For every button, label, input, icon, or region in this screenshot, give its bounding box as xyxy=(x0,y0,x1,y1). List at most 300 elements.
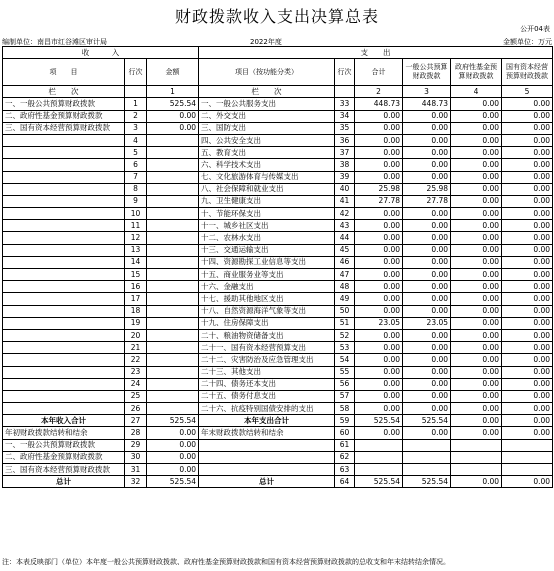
income-rowno-cell: 2 xyxy=(125,110,147,122)
income-amount-cell xyxy=(147,269,199,281)
income-rowno-cell: 26 xyxy=(125,403,147,415)
income-item-cell xyxy=(3,317,125,329)
expense-rowno-cell: 57 xyxy=(335,390,355,402)
income-rowno-cell: 8 xyxy=(125,183,147,195)
income-item-cell: 二、政府性基金预算财政拨款 xyxy=(3,451,125,463)
expense-fund-cell: 0.00 xyxy=(451,134,502,146)
income-item-cell xyxy=(3,134,125,146)
expense-rowno-cell: 42 xyxy=(335,208,355,220)
expense-total-cell: 0.00 xyxy=(355,220,403,232)
income-rowno-cell: 27 xyxy=(125,415,147,427)
expense-state-cell: 0.00 xyxy=(502,159,553,171)
income-item-cell xyxy=(3,195,125,207)
table-row xyxy=(3,281,553,293)
income-amount-cell xyxy=(147,195,199,207)
expense-general-cell: 525.54 xyxy=(403,415,451,427)
expense-state-cell: 0.00 xyxy=(502,342,553,354)
expense-state-cell: 0.00 xyxy=(502,147,553,159)
income-item-cell xyxy=(3,256,125,268)
income-rowno-cell: 15 xyxy=(125,269,147,281)
table-row xyxy=(3,354,553,366)
income-item-cell: 年初财政拨款结转和结余 xyxy=(3,427,125,439)
income-rowno-cell: 31 xyxy=(125,464,147,476)
income-item-cell xyxy=(3,342,125,354)
income-amount-cell xyxy=(147,329,199,341)
expense-state-cell: 0.00 xyxy=(502,220,553,232)
expense-item-cell: 二十五、债务付息支出 xyxy=(199,390,335,402)
header-row-group xyxy=(3,47,553,59)
expense-general-cell: 0.00 xyxy=(403,110,451,122)
expense-rowno-cell: 33 xyxy=(335,98,355,110)
income-amount-cell xyxy=(147,147,199,159)
expense-rowno-cell: 60 xyxy=(335,427,355,439)
expense-rowno-cell: 49 xyxy=(335,293,355,305)
income-amount-cell xyxy=(147,378,199,390)
unit-label: 编制单位：南昌市红谷滩区审计局 xyxy=(2,38,107,46)
income-amount-cell: 0.00 xyxy=(147,464,199,476)
expense-state-cell: 0.00 xyxy=(502,256,553,268)
expense-rowno-cell: 40 xyxy=(335,183,355,195)
expense-rowno-cell: 43 xyxy=(335,220,355,232)
table-row xyxy=(3,147,553,159)
income-item-cell: 二、政府性基金预算财政拨款 xyxy=(3,110,125,122)
expense-fund-cell: 0.00 xyxy=(451,244,502,256)
table-row xyxy=(3,220,553,232)
expense-total-cell: 0.00 xyxy=(355,208,403,220)
expense-state-cell: 0.00 xyxy=(502,232,553,244)
table-row xyxy=(3,403,553,415)
income-rowno-cell: 24 xyxy=(125,378,147,390)
income-amount-cell xyxy=(147,366,199,378)
expense-rowno-cell: 56 xyxy=(335,378,355,390)
income-amount-cell: 525.54 xyxy=(147,98,199,110)
income-amount-cell: 0.00 xyxy=(147,427,199,439)
table-row xyxy=(3,427,553,439)
table-row xyxy=(3,171,553,183)
expense-state-cell xyxy=(502,451,553,463)
income-rowno-cell: 3 xyxy=(125,122,147,134)
money-unit: 金额单位：万元 xyxy=(503,38,552,46)
income-rowno-cell: 12 xyxy=(125,232,147,244)
expense-total-cell: 0.00 xyxy=(355,403,403,415)
expense-state-cell: 0.00 xyxy=(502,195,553,207)
income-item-cell xyxy=(3,159,125,171)
expense-fund-cell: 0.00 xyxy=(451,354,502,366)
income-rowno-cell: 30 xyxy=(125,451,147,463)
expense-item-cell: 九、卫生健康支出 xyxy=(199,195,335,207)
expense-state-cell xyxy=(502,464,553,476)
expense-general-cell: 0.00 xyxy=(403,403,451,415)
expense-total-cell: 0.00 xyxy=(355,171,403,183)
expense-fund-cell: 0.00 xyxy=(451,415,502,427)
expense-rowno-header: 行次 xyxy=(335,59,355,86)
expense-state-cell: 0.00 xyxy=(502,171,553,183)
expense-total-cell: 0.00 xyxy=(355,244,403,256)
expense-fund-cell: 0.00 xyxy=(451,159,502,171)
expense-rowno-cell: 47 xyxy=(335,269,355,281)
table-row xyxy=(3,439,553,451)
expense-state-cell: 0.00 xyxy=(502,122,553,134)
income-item-cell: 总计 xyxy=(3,476,125,488)
expense-fund-cell: 0.00 xyxy=(451,390,502,402)
expense-fund-cell: 0.00 xyxy=(451,329,502,341)
expense-rowno-cell: 52 xyxy=(335,329,355,341)
income-item-cell: 一、一般公共预算财政拨款 xyxy=(3,98,125,110)
expense-state-cell: 0.00 xyxy=(502,415,553,427)
expense-general-cell: 0.00 xyxy=(403,171,451,183)
income-rowno-cell: 19 xyxy=(125,317,147,329)
expense-general-cell xyxy=(403,464,451,476)
expense-item-cell: 本年支出合计 xyxy=(199,415,335,427)
expense-general-cell: 23.05 xyxy=(403,317,451,329)
expense-general-cell: 0.00 xyxy=(403,366,451,378)
expense-general-cell xyxy=(403,439,451,451)
expense-item-cell: 二、外交支出 xyxy=(199,110,335,122)
expense-item-cell: 二十、粮油物资储备支出 xyxy=(199,329,335,341)
expense-total-cell: 0.00 xyxy=(355,293,403,305)
expense-total-cell: 525.54 xyxy=(355,415,403,427)
expense-total-cell xyxy=(355,451,403,463)
expense-general-cell: 0.00 xyxy=(403,354,451,366)
income-rowno-cell: 5 xyxy=(125,147,147,159)
table-row xyxy=(3,293,553,305)
income-amount-cell xyxy=(147,390,199,402)
expense-rowno-cell: 45 xyxy=(335,244,355,256)
expense-fund-cell: 0.00 xyxy=(451,232,502,244)
expense-item-header: 项目（按功能分类） xyxy=(199,59,335,86)
index-row xyxy=(3,86,553,98)
expense-item-cell: 二十一、国有资本经营预算支出 xyxy=(199,342,335,354)
income-amount-cell xyxy=(147,342,199,354)
expense-total-cell: 0.00 xyxy=(355,147,403,159)
expense-state-cell: 0.00 xyxy=(502,98,553,110)
income-amount-cell: 0.00 xyxy=(147,451,199,463)
income-item-cell xyxy=(3,269,125,281)
form-code: 公开04表 xyxy=(520,25,550,33)
expense-fund-cell: 0.00 xyxy=(451,317,502,329)
income-amount-cell xyxy=(147,293,199,305)
expense-item-cell: 十四、资源勘探工业信息等支出 xyxy=(199,256,335,268)
expense-item-cell: 四、公共安全支出 xyxy=(199,134,335,146)
index-col-3: 3 xyxy=(403,86,451,98)
expense-state-cell: 0.00 xyxy=(502,244,553,256)
expense-state-cell: 0.00 xyxy=(502,269,553,281)
expense-fund-cell: 0.00 xyxy=(451,427,502,439)
expense-total-cell: 0.00 xyxy=(355,269,403,281)
expense-fund-cell: 0.00 xyxy=(451,122,502,134)
expense-rowno-cell: 53 xyxy=(335,342,355,354)
income-rowno-cell: 6 xyxy=(125,159,147,171)
expense-state-cell: 0.00 xyxy=(502,403,553,415)
expense-rowno-cell: 38 xyxy=(335,159,355,171)
expense-rowno-cell: 36 xyxy=(335,134,355,146)
expense-item-cell: 十五、商业服务业等支出 xyxy=(199,269,335,281)
expense-general-header: 一般公共预算财政拨款 xyxy=(403,59,451,86)
table-row xyxy=(3,134,553,146)
table-row xyxy=(3,195,553,207)
expense-state-cell: 0.00 xyxy=(502,329,553,341)
table-row xyxy=(3,317,553,329)
expense-general-cell: 0.00 xyxy=(403,305,451,317)
expense-fund-cell: 0.00 xyxy=(451,110,502,122)
income-item-cell xyxy=(3,378,125,390)
income-rowno-cell: 25 xyxy=(125,390,147,402)
expense-fund-cell: 0.00 xyxy=(451,305,502,317)
expense-rowno-cell: 50 xyxy=(335,305,355,317)
expense-fund-cell xyxy=(451,439,502,451)
expense-rowno-cell: 35 xyxy=(335,122,355,134)
table-body xyxy=(3,98,553,488)
index-col-2: 2 xyxy=(355,86,403,98)
index-label-2: 栏 次 xyxy=(199,86,335,98)
expense-total-cell: 0.00 xyxy=(355,122,403,134)
income-rowno-cell: 10 xyxy=(125,208,147,220)
expense-state-cell: 0.00 xyxy=(502,427,553,439)
income-rowno-cell: 29 xyxy=(125,439,147,451)
expense-rowno-cell: 37 xyxy=(335,147,355,159)
index-col-1: 1 xyxy=(147,86,199,98)
expense-item-cell: 十七、援助其他地区支出 xyxy=(199,293,335,305)
expense-state-cell: 0.00 xyxy=(502,281,553,293)
income-amount-cell xyxy=(147,232,199,244)
income-item-cell: 三、国有资本经营预算财政拨款 xyxy=(3,464,125,476)
income-amount-cell: 0.00 xyxy=(147,110,199,122)
expense-total-cell: 525.54 xyxy=(355,476,403,488)
income-amount-cell xyxy=(147,354,199,366)
income-item-header: 项 目 xyxy=(3,59,125,86)
expense-fund-cell: 0.00 xyxy=(451,342,502,354)
expense-item-cell: 十九、住房保障支出 xyxy=(199,317,335,329)
expense-rowno-cell: 41 xyxy=(335,195,355,207)
income-amount-cell xyxy=(147,159,199,171)
income-item-cell xyxy=(3,208,125,220)
header-row-columns xyxy=(3,59,553,86)
table-row xyxy=(3,342,553,354)
expense-rowno-cell: 51 xyxy=(335,317,355,329)
expense-fund-cell: 0.00 xyxy=(451,256,502,268)
expense-fund-header: 政府性基金预算财政拨款 xyxy=(451,59,502,86)
expense-fund-cell: 0.00 xyxy=(451,378,502,390)
income-rowno-cell: 21 xyxy=(125,342,147,354)
expense-fund-cell: 0.00 xyxy=(451,476,502,488)
expense-total-cell: 0.00 xyxy=(355,134,403,146)
income-header: 收 入 xyxy=(3,47,199,59)
expense-rowno-cell: 55 xyxy=(335,366,355,378)
expense-total-cell: 23.05 xyxy=(355,317,403,329)
table-row xyxy=(3,415,553,427)
income-amount-cell: 0.00 xyxy=(147,439,199,451)
income-rowno-cell: 20 xyxy=(125,329,147,341)
expense-total-cell: 0.00 xyxy=(355,281,403,293)
table-row xyxy=(3,269,553,281)
expense-item-cell: 二十六、抗疫特别国债安排的支出 xyxy=(199,403,335,415)
expense-item-cell: 十一、城乡社区支出 xyxy=(199,220,335,232)
expense-rowno-cell: 54 xyxy=(335,354,355,366)
expense-item-cell: 八、社会保障和就业支出 xyxy=(199,183,335,195)
expense-rowno-cell: 64 xyxy=(335,476,355,488)
expense-total-cell xyxy=(355,464,403,476)
expense-state-cell: 0.00 xyxy=(502,390,553,402)
income-rowno-cell: 17 xyxy=(125,293,147,305)
income-rowno-cell: 7 xyxy=(125,171,147,183)
expense-total-cell: 0.00 xyxy=(355,354,403,366)
income-rowno-cell: 14 xyxy=(125,256,147,268)
table-row xyxy=(3,232,553,244)
expense-general-cell: 0.00 xyxy=(403,147,451,159)
expense-general-cell: 0.00 xyxy=(403,220,451,232)
income-item-cell xyxy=(3,244,125,256)
expense-general-cell: 0.00 xyxy=(403,208,451,220)
expense-rowno-cell: 46 xyxy=(335,256,355,268)
expense-state-cell xyxy=(502,439,553,451)
income-rowno-header: 行次 xyxy=(125,59,147,86)
expense-fund-cell xyxy=(451,464,502,476)
expense-general-cell: 0.00 xyxy=(403,390,451,402)
expense-general-cell: 0.00 xyxy=(403,427,451,439)
expense-state-cell: 0.00 xyxy=(502,208,553,220)
income-rowno-cell: 1 xyxy=(125,98,147,110)
expense-item-cell: 二十二、灾害防治及应急管理支出 xyxy=(199,354,335,366)
expense-item-cell: 年末财政拨款结转和结余 xyxy=(199,427,335,439)
table-row xyxy=(3,390,553,402)
expense-fund-cell: 0.00 xyxy=(451,281,502,293)
income-item-cell xyxy=(3,305,125,317)
expense-item-cell xyxy=(199,464,335,476)
expense-item-cell xyxy=(199,439,335,451)
table-row xyxy=(3,244,553,256)
table-row xyxy=(3,451,553,463)
expense-fund-cell: 0.00 xyxy=(451,293,502,305)
expense-total-header: 合计 xyxy=(355,59,403,86)
expense-fund-cell xyxy=(451,451,502,463)
income-item-cell: 三、国有资本经营预算财政拨款 xyxy=(3,122,125,134)
expense-general-cell xyxy=(403,451,451,463)
expense-total-cell: 0.00 xyxy=(355,342,403,354)
expense-item-cell: 七、文化旅游体育与传媒支出 xyxy=(199,171,335,183)
expense-general-cell: 0.00 xyxy=(403,134,451,146)
expense-item-cell: 十六、金融支出 xyxy=(199,281,335,293)
expense-fund-cell: 0.00 xyxy=(451,98,502,110)
expense-general-cell: 0.00 xyxy=(403,293,451,305)
expense-fund-cell: 0.00 xyxy=(451,269,502,281)
expense-total-cell: 0.00 xyxy=(355,256,403,268)
expense-item-cell: 五、教育支出 xyxy=(199,147,335,159)
expense-item-cell: 十二、农林水支出 xyxy=(199,232,335,244)
expense-total-cell: 0.00 xyxy=(355,366,403,378)
table-row xyxy=(3,366,553,378)
table-row xyxy=(3,159,553,171)
expense-item-cell: 二十三、其他支出 xyxy=(199,366,335,378)
expense-state-cell: 0.00 xyxy=(502,366,553,378)
income-amount-cell: 525.54 xyxy=(147,476,199,488)
expense-state-cell: 0.00 xyxy=(502,110,553,122)
expense-rowno-cell: 39 xyxy=(335,171,355,183)
table-row xyxy=(3,110,553,122)
table-row xyxy=(3,98,553,110)
report-table xyxy=(2,46,553,488)
income-item-cell xyxy=(3,403,125,415)
expense-state-cell: 0.00 xyxy=(502,183,553,195)
income-rowno-cell: 16 xyxy=(125,281,147,293)
table-row xyxy=(3,329,553,341)
expense-item-cell: 三、国防支出 xyxy=(199,122,335,134)
income-item-cell xyxy=(3,329,125,341)
expense-rowno-cell: 63 xyxy=(335,464,355,476)
table-row xyxy=(3,464,553,476)
expense-total-cell: 0.00 xyxy=(355,427,403,439)
expense-rowno-cell: 62 xyxy=(335,451,355,463)
expense-state-cell: 0.00 xyxy=(502,378,553,390)
expense-fund-cell: 0.00 xyxy=(451,183,502,195)
income-rowno-cell: 23 xyxy=(125,366,147,378)
income-item-cell xyxy=(3,171,125,183)
expense-total-cell: 0.00 xyxy=(355,305,403,317)
expense-state-cell: 0.00 xyxy=(502,317,553,329)
table-row xyxy=(3,378,553,390)
expense-general-cell: 0.00 xyxy=(403,159,451,171)
income-item-cell xyxy=(3,147,125,159)
expense-rowno-cell: 59 xyxy=(335,415,355,427)
expense-state-cell: 0.00 xyxy=(502,476,553,488)
expense-total-cell: 0.00 xyxy=(355,232,403,244)
expense-total-cell: 0.00 xyxy=(355,378,403,390)
expense-state-cell: 0.00 xyxy=(502,134,553,146)
expense-rowno-cell: 58 xyxy=(335,403,355,415)
report-meta xyxy=(2,37,552,46)
income-amount-cell xyxy=(147,208,199,220)
expense-item-cell: 二十四、债务还本支出 xyxy=(199,378,335,390)
expense-state-cell: 0.00 xyxy=(502,305,553,317)
expense-item-cell: 十、节能环保支出 xyxy=(199,208,335,220)
income-item-cell xyxy=(3,220,125,232)
expense-general-cell: 0.00 xyxy=(403,281,451,293)
income-rowno-cell: 28 xyxy=(125,427,147,439)
index-col-5: 5 xyxy=(502,86,553,98)
expense-fund-cell: 0.00 xyxy=(451,208,502,220)
expense-fund-cell: 0.00 xyxy=(451,147,502,159)
income-item-cell xyxy=(3,390,125,402)
expense-state-header: 国有资本经营预算财政拨款 xyxy=(502,59,553,86)
income-amount-cell xyxy=(147,317,199,329)
expense-item-cell xyxy=(199,451,335,463)
expense-general-cell: 0.00 xyxy=(403,329,451,341)
income-amount-cell xyxy=(147,305,199,317)
expense-rowno-cell: 48 xyxy=(335,281,355,293)
income-rowno-cell: 9 xyxy=(125,195,147,207)
expense-item-cell: 总计 xyxy=(199,476,335,488)
expense-fund-cell: 0.00 xyxy=(451,220,502,232)
expense-header: 支 出 xyxy=(199,47,553,59)
expense-general-cell: 0.00 xyxy=(403,256,451,268)
expense-rowno-cell: 34 xyxy=(335,110,355,122)
expense-total-cell: 0.00 xyxy=(355,110,403,122)
table-row xyxy=(3,305,553,317)
income-amount-cell xyxy=(147,134,199,146)
income-amount-cell xyxy=(147,256,199,268)
income-amount-cell xyxy=(147,220,199,232)
income-amount-cell: 0.00 xyxy=(147,122,199,134)
expense-state-cell: 0.00 xyxy=(502,293,553,305)
report-year: 2022年度 xyxy=(250,38,282,46)
index-col-4: 4 xyxy=(451,86,502,98)
expense-general-cell: 0.00 xyxy=(403,244,451,256)
expense-general-cell: 0.00 xyxy=(403,232,451,244)
income-amount-cell xyxy=(147,403,199,415)
expense-item-cell: 十八、自然资源海洋气象等支出 xyxy=(199,305,335,317)
income-item-cell: 一、一般公共预算财政拨款 xyxy=(3,439,125,451)
table-row xyxy=(3,122,553,134)
expense-general-cell: 0.00 xyxy=(403,269,451,281)
